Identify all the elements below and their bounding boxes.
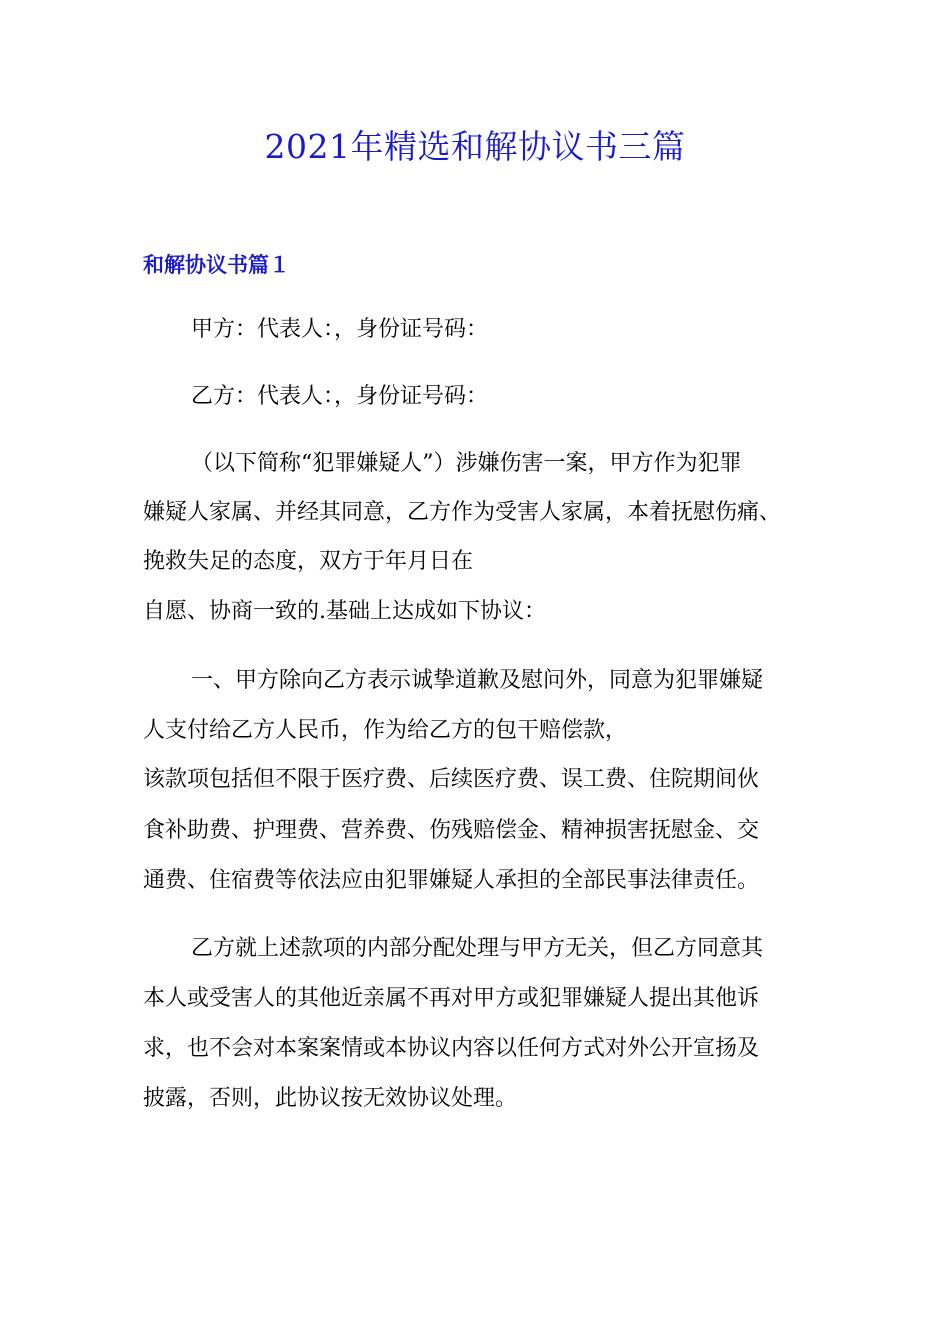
paragraph-line: 自愿、协商一致的.基础上达成如下协议： xyxy=(143,599,546,624)
party-b-line: 乙方：代表人：，身份证号码： xyxy=(191,384,489,409)
paragraph-line: 嫌疑人家属、并经其同意，乙方作为受害人家属，本着抚慰伤痛、 xyxy=(143,500,782,525)
paragraph-line: 挽救失足的态度，双方于年月日在 xyxy=(143,549,474,574)
paragraph-line: 乙方就上述款项的内部分配处理与甲方无关，但乙方同意其 xyxy=(191,936,764,961)
paragraph-line: 求，也不会对本案案情或本协议内容以任何方式对外公开宣扬及 xyxy=(143,1036,760,1061)
party-a-line: 甲方：代表人：，身份证号码： xyxy=(191,317,489,342)
paragraph-line: 该款项包括但不限于医疗费、后续医疗费、误工费、住院期间伙 xyxy=(143,767,760,792)
paragraph-line: 食补助费、护理费、营养费、伤残赔偿金、精神损害抚慰金、交 xyxy=(143,818,760,843)
paragraph-line: 披露，否则，此协议按无效协议处理。 xyxy=(143,1086,518,1111)
paragraph-line: 通费、住宿费等依法应由犯罪嫌疑人承担的全部民事法律责任。 xyxy=(143,868,760,893)
paragraph-line: （以下简称“犯罪嫌疑人”）涉嫌伤害一案，甲方作为犯罪 xyxy=(191,451,742,476)
paragraph-line: 本人或受害人的其他近亲属不再对甲方或犯罪嫌疑人提出其他诉 xyxy=(143,986,760,1011)
paragraph-line: 一、甲方除向乙方表示诚挚道歉及慰问外，同意为犯罪嫌疑 xyxy=(191,668,764,693)
paragraph-line: 人支付给乙方人民币，作为给乙方的包干赔偿款， xyxy=(143,718,628,743)
section-heading: 和解协议书篇１ xyxy=(143,253,290,277)
document-title: 2021年精选和解协议书三篇 xyxy=(264,127,686,166)
